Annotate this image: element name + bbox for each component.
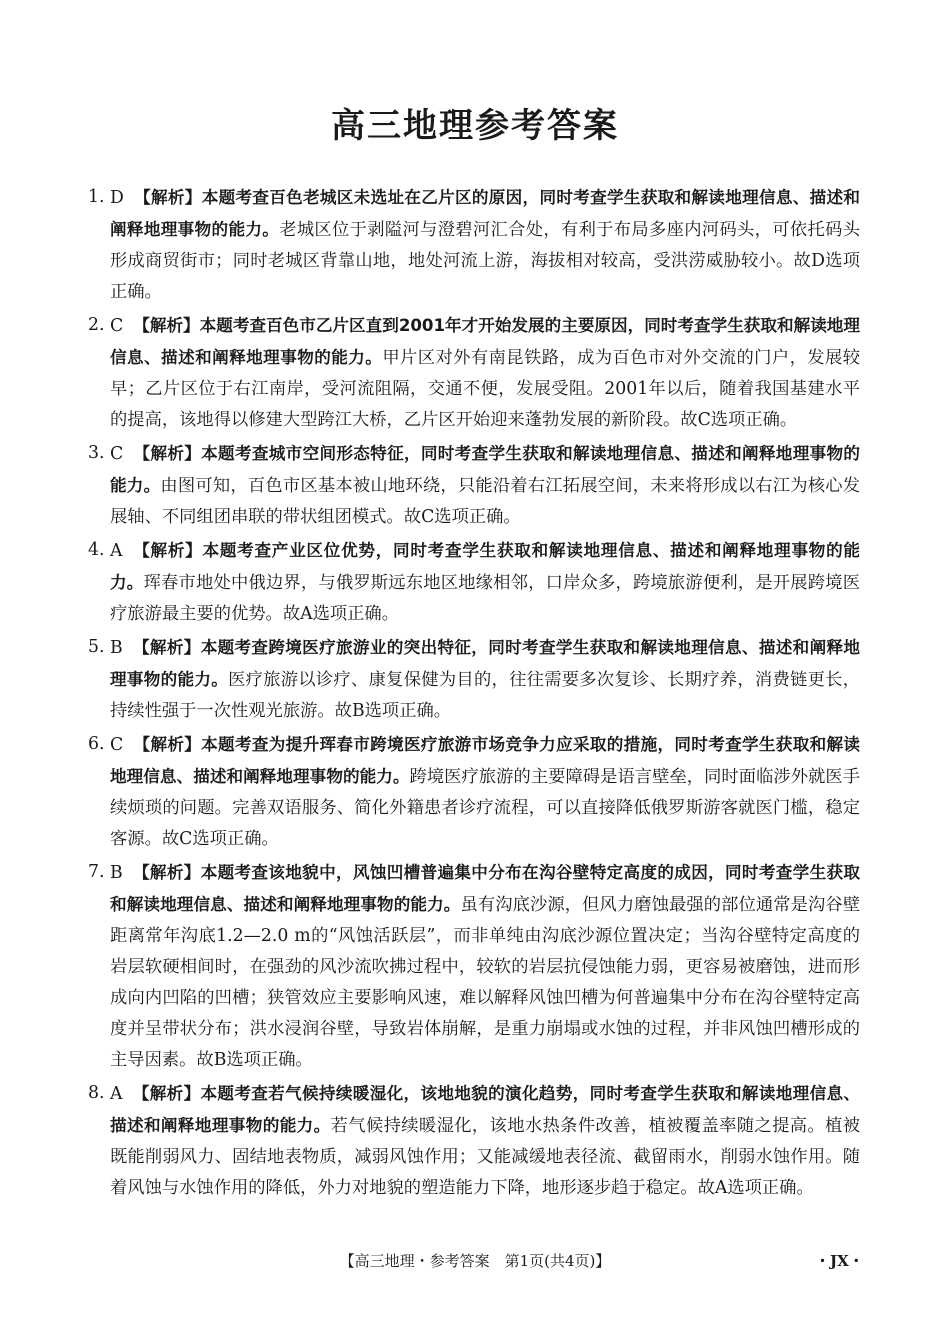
answer-item-6 (88, 729, 860, 855)
answer-item-5 (88, 632, 860, 727)
answer-item-3 (88, 438, 860, 533)
analysis-lead: 本题考查为提升珲春市跨境医疗旅游市场竞争力应采取的措施，同时考查学生获取和解读地理信息、描述和阐释地理事物的能力。 (110, 735, 861, 786)
answer-letter: A (110, 541, 123, 561)
item-number: 5. (88, 637, 105, 657)
analysis-lead: 本题考查该地貌中，风蚀凹槽普遍集中分布在沟谷壁特定高度的成因，同时考查学生获取和解读地理信息、描述和阐释地理事物的能力。 (110, 863, 861, 914)
footer-mark: ・JX・ (815, 1252, 864, 1270)
analysis-lead: 本题考查跨境医疗旅游业的突出特征，同时考查学生获取和解读地理信息、描述和阐释地理事物的能力。 (110, 638, 861, 689)
analysis-body: 甲片区对外有南昆铁路，成为百色市对外交流的门户，发展较早；乙片区位于右江南岸，受河流阻隔，交通不便，发展受阻。2001年以后，随着我国基建水平的提高，该地得以修建大型跨江大桥，乙片区开始迎来蓬勃发展的新阶段。故C选项正确。 (110, 348, 860, 430)
analysis-tag: 【解析】 (132, 1084, 201, 1103)
item-number: 4. (88, 540, 105, 560)
analysis-lead: 本题考查产业区位优势，同时考查学生获取和解读地理信息、描述和阐释地理事物的能力。 (110, 541, 860, 592)
answer-list (88, 182, 860, 1206)
analysis-tag: 【解析】 (133, 444, 202, 463)
answer-item-4 (88, 535, 860, 630)
item-number: 3. (88, 443, 105, 463)
analysis-lead: 本题考查若气候持续暖湿化，该地地貌的演化趋势，同时考查学生获取和解读地理信息、描述和阐释地理事物的能力。 (110, 1084, 861, 1135)
analysis-tag: 【解析】 (132, 638, 201, 657)
answer-letter: A (110, 1084, 123, 1104)
analysis-lead: 本题考查百色老城区未选址在乙片区的原因，同时考查学生获取和解读地理信息、描述和阐释地理事物的能力。 (110, 188, 861, 239)
answer-item-1 (88, 182, 860, 308)
analysis-body: 虽有沟底沙源，但风力磨蚀最强的部位通常是沟谷壁距离常年沟底1.2—2.0 m的“风蚀活跃层”，而非单纯由沟底沙源位置决定；当沟谷壁特定高度的岩层软硬相间时，在强劲的风沙流吹拂过程中，较软的岩层抗侵蚀能力弱，更容易被磨蚀，进而形成向内凹陷的凹槽；狭管效应主要影响风速，难以解释风蚀凹槽为何普遍集中分布在沟谷壁特定高度并呈带状分布；洪水浸润谷壁，导致岩体崩解，是重力崩塌或水蚀的过程，并非风蚀凹槽形成的主导因素。故B选项正确。 (110, 895, 860, 1070)
answer-letter: C (110, 735, 124, 755)
item-number: 7. (88, 862, 105, 882)
item-number: 6. (88, 734, 105, 754)
analysis-tag: 【解析】 (133, 188, 202, 207)
analysis-body: 若气候持续暖湿化，该地水热条件改善，植被覆盖率随之提高。植被既能削弱风力、固结地表物质，减弱风蚀作用；又能减缓地表径流、截留雨水，削弱水蚀作用。随着风蚀与水蚀作用的降低，外力对地貌的塑造能力下降，地形逐步趋于稳定。故A选项正确。 (110, 1116, 860, 1198)
answer-letter: D (110, 188, 124, 208)
analysis-body: 跨境医疗旅游的主要障碍是语言壁垒，同时面临涉外就医手续烦琐的问题。完善双语服务、简化外籍患者诊疗流程，可以直接降低俄罗斯游客就医门槛，稳定客源。故C选项正确。 (110, 767, 860, 849)
page-title: 高三地理参考答案 (331, 106, 619, 146)
analysis-tag: 【解析】 (132, 541, 203, 560)
analysis-lead: 本题考查百色市乙片区直到2001年才开始发展的主要原因，同时考查学生获取和解读地理信息、描述和阐释地理事物的能力。 (110, 316, 860, 367)
analysis-lead: 本题考查城市空间形态特征，同时考查学生获取和解读地理信息、描述和阐释地理事物的能力。 (110, 444, 861, 495)
analysis-tag: 【解析】 (133, 316, 200, 335)
item-number: 1. (88, 187, 105, 207)
answer-letter: B (110, 863, 123, 883)
analysis-body: 由图可知，百色市区基本被山地环绕，只能沿着右江拓展空间，未来将形成以右江为核心发展轴、不同组团串联的带状组团模式。故C选项正确。 (110, 476, 860, 527)
item-number: 2. (88, 315, 105, 335)
analysis-body: 珲春市地处中俄边界，与俄罗斯远东地区地缘相邻，口岸众多，跨境旅游便利，是开展跨境医疗旅游最主要的优势。故A选项正确。 (110, 573, 860, 624)
analysis-tag: 【解析】 (132, 863, 201, 882)
analysis-body: 医疗旅游以诊疗、康复保健为目的，往往需要多次复诊、长期疗养，消费链更长，持续性强于一次性观光旅游。故B选项正确。 (110, 670, 860, 721)
item-number: 8. (88, 1083, 105, 1103)
analysis-body: 老城区位于剥隘河与澄碧河汇合处，有利于布局多座内河码头，可依托码头形成商贸街市；同时老城区背靠山地，地处河流上游，海拔相对较高，受洪涝威胁较小。故D选项正确。 (110, 220, 860, 302)
answer-letter: C (110, 444, 124, 464)
footer-page-info: 【高三地理・参考答案 第1页(共4页)】 (339, 1252, 611, 1270)
answer-item-7 (88, 857, 860, 1076)
answer-letter: C (110, 316, 124, 336)
answer-item-8 (88, 1078, 860, 1204)
answer-letter: B (110, 638, 123, 658)
analysis-tag: 【解析】 (133, 735, 202, 754)
answer-item-2 (88, 310, 860, 436)
